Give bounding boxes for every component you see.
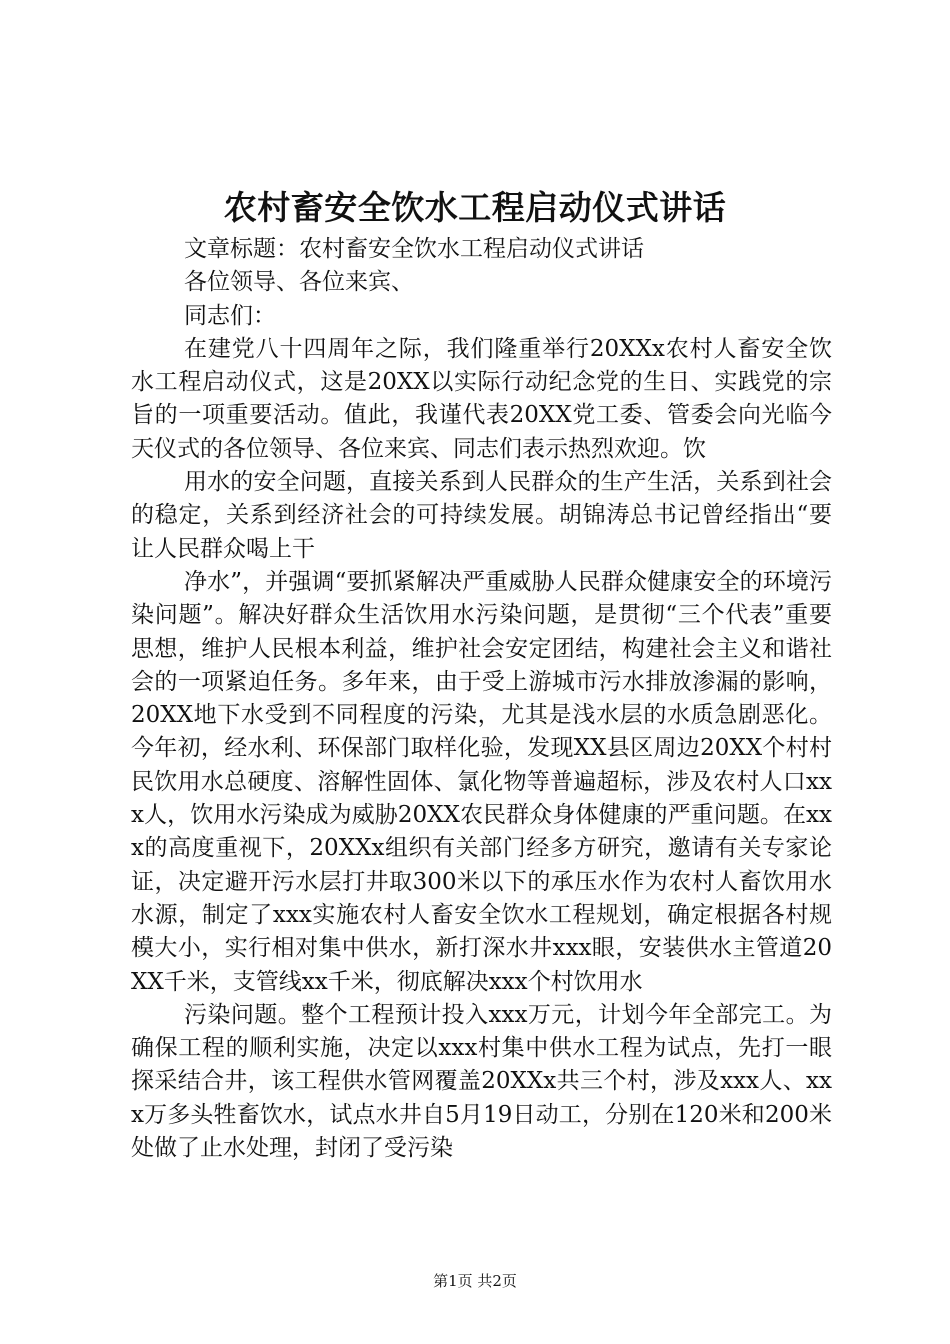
salutation-line-comrades: 同志们： — [184, 302, 276, 329]
document-title: 农村畜安全饮水工程启动仪式讲话 — [223, 188, 727, 227]
page-footer: 第1页 共2页 — [433, 1272, 517, 1290]
salutation-line: 各位领导、各位来宾、 — [184, 269, 414, 296]
body-paragraph: 污染问题。整个工程预计投入xxx万元，计划今年全部完工。为确保工程的顺利实施，决定以xxx村集中供水工程为试点，先打一眼探采结合井，该工程供水管网覆盖20XXx共三个村，涉及xxx人、xxx万多头牲畜饮水，试点水井自5月19日动工，分别在120米和200米处做了止水处理，封闭了受污染 — [131, 1001, 832, 1162]
article-title-line: 文章标题：农村畜安全饮水工程启动仪式讲话 — [184, 236, 644, 262]
body-paragraph: 用水的安全问题，直接关系到人民群众的生产生活，关系到社会的稳定，关系到经济社会的可持续发展。胡锦涛总书记曾经指出“要让人民群众喝上干 — [131, 469, 832, 562]
body-paragraph: 在建党八十四周年之际，我们隆重举行20XXx农村人畜安全饮水工程启动仪式，这是20XX以实际行动纪念党的生日、实践党的宗旨的一项重要活动。值此，我谨代表20XX党工委、管委会向光临今天仪式的各位领导、各位来宾、同志们表示热烈欢迎。饮 — [131, 335, 832, 462]
document-body — [131, 233, 832, 1165]
body-paragraph: 净水”，并强调“要抓紧解决严重威胁人民群众健康安全的环境污染问题”。解决好群众生活饮用水污染问题，是贯彻“三个代表”重要思想，维护人民根本利益，维护社会安定团结，构建社会主义和谐社会的一项紧迫任务。多年来，由于受上游城市污水排放渗漏的影响，20XX地下水受到不同程度的污染，尤其是浅水层的水质急剧恶化。今年初，经水利、环保部门取样化验，发现XX县区周边20XX个村村民饮用水总硬度、溶解性固体、氯化物等普遍超标，涉及农村人口xxx人，饮用水污染成为威胁20XX农民群众身体健康的严重问题。在xxx的高度重视下，20XXx组织有关部门经多方研究，邀请有关专家论证，决定避开污水层打井取300米以下的承压水作为农村人畜饮用水水源，制定了xxx实施农村人畜安全饮水工程规划，确定根据各村规模大小，实行相对集中供水，新打深水井xxx眼，安装供水主管道20XX千米，支管线xx千米，彻底解决xxx个村饮用水 — [131, 568, 832, 995]
